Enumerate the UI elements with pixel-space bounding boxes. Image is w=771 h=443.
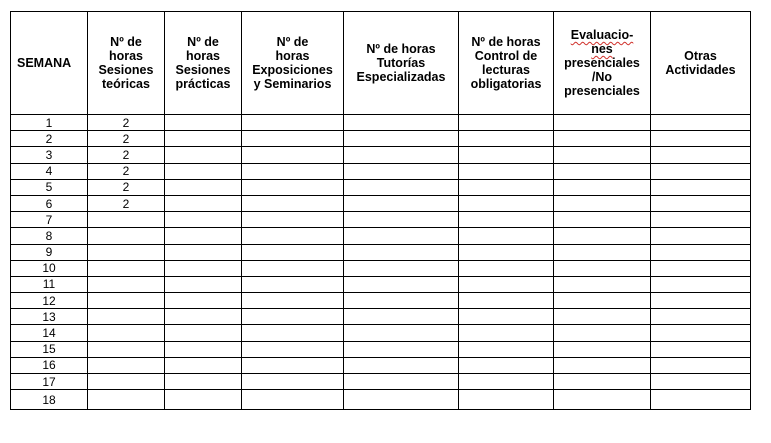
cell-horas-teoricas xyxy=(88,341,165,357)
table-row xyxy=(11,325,751,341)
cell-empty xyxy=(242,325,344,341)
cell-empty xyxy=(165,115,242,131)
cell-empty xyxy=(344,325,459,341)
cell-horas-teoricas xyxy=(88,228,165,244)
cell-empty xyxy=(554,244,651,260)
cell-empty xyxy=(242,179,344,195)
cell-empty xyxy=(165,341,242,357)
cell-semana: 12 xyxy=(11,293,88,309)
cell-empty xyxy=(554,147,651,163)
cell-semana: 13 xyxy=(11,309,88,325)
table-row xyxy=(11,195,751,211)
cell-semana: 1 xyxy=(11,115,88,131)
cell-empty xyxy=(344,374,459,390)
cell-empty xyxy=(165,309,242,325)
cell-empty xyxy=(554,309,651,325)
header-tutorias-especializadas: Nº de horas Tutorías Especializadas xyxy=(344,12,459,115)
cell-empty xyxy=(459,115,554,131)
cell-empty xyxy=(651,276,751,292)
cell-semana: 14 xyxy=(11,325,88,341)
cell-horas-teoricas xyxy=(88,325,165,341)
table-row xyxy=(11,228,751,244)
cell-empty xyxy=(242,341,344,357)
cell-empty xyxy=(651,163,751,179)
header-sesiones-teoricas: Nº de horas Sesiones teóricas xyxy=(88,12,165,115)
cell-empty xyxy=(554,325,651,341)
cell-empty xyxy=(651,374,751,390)
cell-empty xyxy=(459,179,554,195)
cell-semana: 17 xyxy=(11,374,88,390)
cell-empty xyxy=(651,390,751,410)
table-row xyxy=(11,147,751,163)
table-row xyxy=(11,115,751,131)
table-row xyxy=(11,374,751,390)
table-row xyxy=(11,179,751,195)
cell-empty xyxy=(242,293,344,309)
cell-empty xyxy=(165,374,242,390)
cell-empty xyxy=(242,357,344,373)
cell-empty xyxy=(165,293,242,309)
cell-empty xyxy=(554,260,651,276)
cell-empty xyxy=(651,195,751,211)
cell-empty xyxy=(459,374,554,390)
cell-empty xyxy=(459,276,554,292)
cell-semana: 11 xyxy=(11,276,88,292)
header-evaluaciones-line1: Evaluacio- xyxy=(570,28,634,42)
cell-empty xyxy=(344,276,459,292)
cell-empty xyxy=(344,147,459,163)
cell-horas-teoricas xyxy=(88,244,165,260)
cell-empty xyxy=(651,228,751,244)
cell-empty xyxy=(165,212,242,228)
cell-empty xyxy=(651,260,751,276)
cell-empty xyxy=(651,147,751,163)
table-row xyxy=(11,390,751,410)
cell-empty xyxy=(344,341,459,357)
cell-empty xyxy=(242,147,344,163)
cell-empty xyxy=(242,260,344,276)
cell-empty xyxy=(651,115,751,131)
cell-empty xyxy=(554,163,651,179)
cell-semana: 4 xyxy=(11,163,88,179)
cell-horas-teoricas xyxy=(88,293,165,309)
cell-horas-teoricas xyxy=(88,309,165,325)
cell-empty xyxy=(554,293,651,309)
cell-empty xyxy=(344,390,459,410)
cell-empty xyxy=(344,212,459,228)
cell-empty xyxy=(554,179,651,195)
cell-empty xyxy=(651,341,751,357)
schedule-table xyxy=(10,11,751,410)
cell-empty xyxy=(242,115,344,131)
header-sesiones-practicas: Nº de horas Sesiones prácticas xyxy=(165,12,242,115)
cell-empty xyxy=(242,131,344,147)
cell-empty xyxy=(242,390,344,410)
cell-empty xyxy=(651,131,751,147)
cell-empty xyxy=(344,163,459,179)
cell-horas-teoricas xyxy=(88,374,165,390)
header-semana: SEMANA xyxy=(11,12,88,115)
cell-empty xyxy=(651,309,751,325)
cell-horas-teoricas: 2 xyxy=(88,131,165,147)
cell-empty xyxy=(344,357,459,373)
cell-empty xyxy=(651,325,751,341)
cell-empty xyxy=(242,212,344,228)
cell-empty xyxy=(554,390,651,410)
cell-empty xyxy=(165,163,242,179)
cell-horas-teoricas: 2 xyxy=(88,179,165,195)
header-otras-actividades: Otras Actividades xyxy=(651,12,751,115)
table-row xyxy=(11,131,751,147)
cell-horas-teoricas xyxy=(88,357,165,373)
cell-empty xyxy=(165,244,242,260)
cell-empty xyxy=(459,325,554,341)
cell-empty xyxy=(651,293,751,309)
cell-empty xyxy=(344,195,459,211)
cell-empty xyxy=(554,195,651,211)
cell-empty xyxy=(165,228,242,244)
cell-semana: 7 xyxy=(11,212,88,228)
cell-empty xyxy=(165,179,242,195)
cell-horas-teoricas xyxy=(88,276,165,292)
cell-empty xyxy=(165,195,242,211)
cell-empty xyxy=(554,357,651,373)
cell-empty xyxy=(459,195,554,211)
cell-empty xyxy=(165,131,242,147)
table-row xyxy=(11,357,751,373)
cell-empty xyxy=(554,115,651,131)
cell-semana: 5 xyxy=(11,179,88,195)
cell-horas-teoricas xyxy=(88,390,165,410)
cell-semana: 15 xyxy=(11,341,88,357)
cell-empty xyxy=(165,325,242,341)
cell-empty xyxy=(344,244,459,260)
header-control-lecturas: Nº de horas Control de lecturas obligatorias xyxy=(459,12,554,115)
cell-empty xyxy=(651,244,751,260)
header-evaluaciones xyxy=(554,12,651,115)
cell-empty xyxy=(459,341,554,357)
cell-semana: 18 xyxy=(11,390,88,410)
cell-empty xyxy=(344,293,459,309)
cell-horas-teoricas: 2 xyxy=(88,195,165,211)
table-row xyxy=(11,212,751,228)
cell-horas-teoricas: 2 xyxy=(88,147,165,163)
cell-empty xyxy=(651,179,751,195)
cell-empty xyxy=(459,163,554,179)
cell-semana: 2 xyxy=(11,131,88,147)
table-row xyxy=(11,293,751,309)
cell-empty xyxy=(651,357,751,373)
cell-semana: 8 xyxy=(11,228,88,244)
header-exposiciones-seminarios: Nº de horas Exposiciones y Seminarios xyxy=(242,12,344,115)
cell-empty xyxy=(242,309,344,325)
cell-semana: 3 xyxy=(11,147,88,163)
cell-empty xyxy=(554,341,651,357)
cell-empty xyxy=(459,147,554,163)
cell-empty xyxy=(165,357,242,373)
cell-empty xyxy=(459,260,554,276)
cell-empty xyxy=(344,309,459,325)
cell-horas-teoricas xyxy=(88,260,165,276)
cell-empty xyxy=(344,179,459,195)
cell-empty xyxy=(459,244,554,260)
cell-empty xyxy=(554,131,651,147)
cell-empty xyxy=(459,309,554,325)
cell-empty xyxy=(344,228,459,244)
table-body xyxy=(11,115,751,410)
cell-empty xyxy=(242,374,344,390)
table-row xyxy=(11,260,751,276)
table-row xyxy=(11,244,751,260)
cell-empty xyxy=(242,163,344,179)
table-row xyxy=(11,309,751,325)
cell-empty xyxy=(344,115,459,131)
cell-empty xyxy=(554,374,651,390)
cell-horas-teoricas: 2 xyxy=(88,115,165,131)
cell-empty xyxy=(459,390,554,410)
cell-empty xyxy=(344,260,459,276)
table-row xyxy=(11,163,751,179)
cell-empty xyxy=(651,212,751,228)
cell-empty xyxy=(554,212,651,228)
cell-empty xyxy=(242,244,344,260)
cell-empty xyxy=(242,195,344,211)
cell-empty xyxy=(459,131,554,147)
cell-horas-teoricas xyxy=(88,212,165,228)
cell-empty xyxy=(165,390,242,410)
cell-empty xyxy=(459,357,554,373)
cell-empty xyxy=(459,228,554,244)
header-row xyxy=(11,12,751,115)
cell-semana: 10 xyxy=(11,260,88,276)
cell-empty xyxy=(165,276,242,292)
cell-empty xyxy=(459,212,554,228)
cell-empty xyxy=(165,260,242,276)
cell-semana: 9 xyxy=(11,244,88,260)
table-row xyxy=(11,341,751,357)
cell-empty xyxy=(242,276,344,292)
table-header xyxy=(11,12,751,115)
cell-empty xyxy=(554,276,651,292)
table-row xyxy=(11,276,751,292)
cell-empty xyxy=(165,147,242,163)
cell-empty xyxy=(459,293,554,309)
cell-empty xyxy=(554,228,651,244)
header-evaluaciones-line2: nes xyxy=(591,42,613,56)
cell-semana: 16 xyxy=(11,357,88,373)
cell-empty xyxy=(242,228,344,244)
header-evaluaciones-rest: presenciales /No presenciales xyxy=(564,56,640,98)
cell-horas-teoricas: 2 xyxy=(88,163,165,179)
cell-semana: 6 xyxy=(11,195,88,211)
cell-empty xyxy=(344,131,459,147)
